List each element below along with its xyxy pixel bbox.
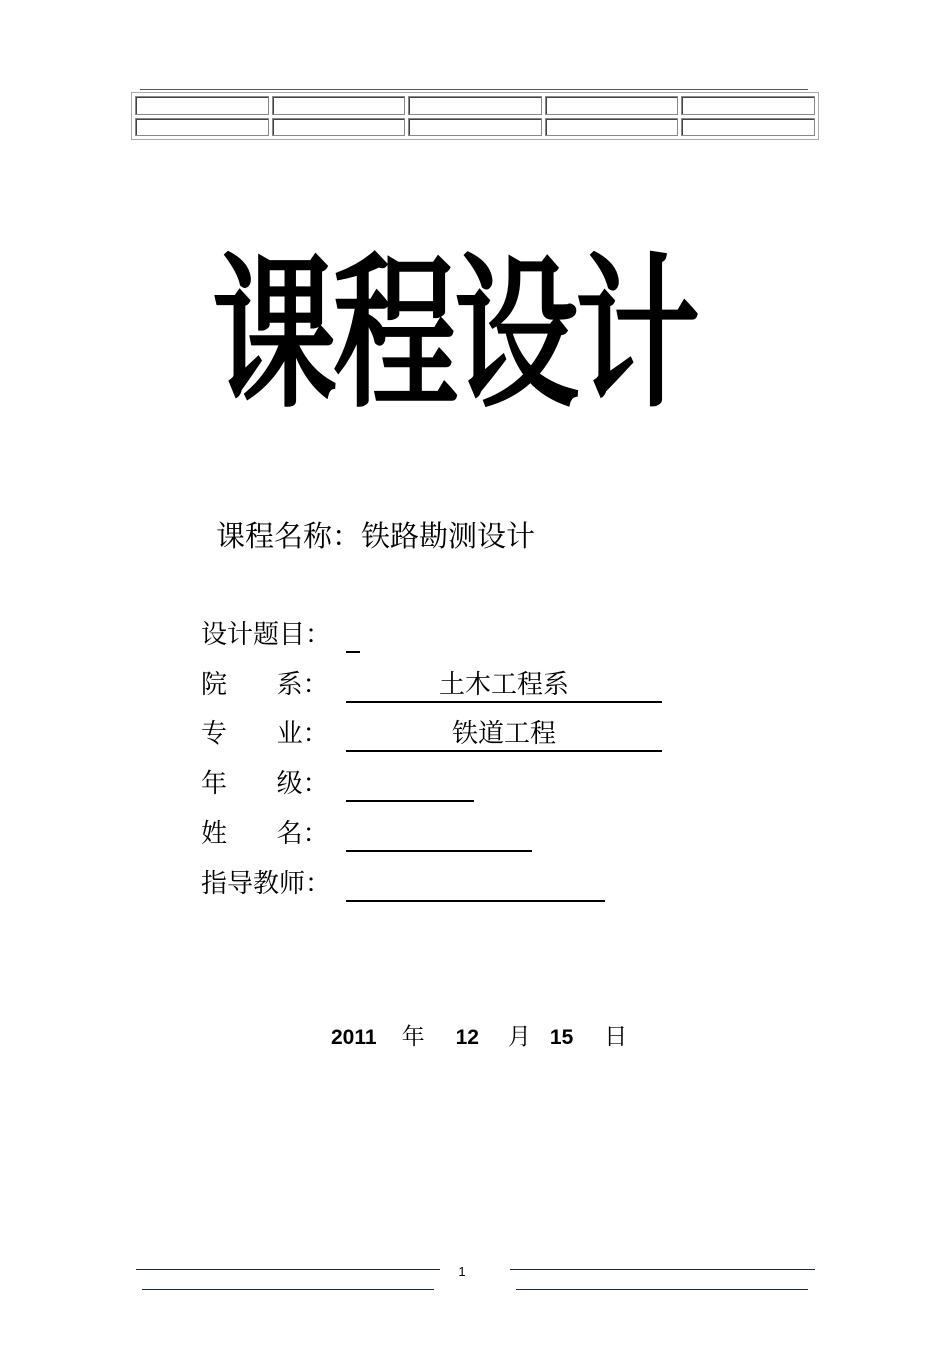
field-value: 土木工程系 [346, 667, 662, 703]
field-value: 铁道工程 [346, 716, 662, 752]
header-cell [135, 96, 269, 115]
page-number: 1 [458, 1264, 466, 1279]
field-label: 设计题目： [201, 620, 332, 650]
field-label: 专 业： [201, 719, 329, 749]
date-day-unit: 日 [604, 1024, 628, 1050]
footer-rule-left-bottom [142, 1289, 434, 1290]
header-cell [272, 118, 406, 137]
header-table [131, 92, 819, 140]
header-table-row [135, 96, 815, 115]
field-value [346, 617, 360, 653]
course-name: 课程名称：铁路勘测设计 [216, 519, 536, 553]
footer-rule-right-top [510, 1269, 815, 1270]
header-table-row [135, 118, 815, 137]
field-label: 姓 名： [201, 819, 329, 849]
header-cell [272, 96, 406, 115]
header-cell [681, 96, 815, 115]
field-value [346, 866, 605, 902]
header-cell [681, 118, 815, 137]
field-label: 年 级： [201, 769, 329, 799]
footer-rule-left-top [136, 1269, 440, 1270]
date-year: 2011 [331, 1026, 377, 1049]
date-year-unit: 年 [401, 1024, 425, 1050]
cover-date [331, 1020, 627, 1054]
header-rule [140, 89, 808, 90]
header-cell [408, 118, 542, 137]
date-month-unit: 月 [507, 1024, 531, 1050]
field-label: 院 系： [201, 670, 329, 700]
date-month: 12 [455, 1026, 479, 1049]
date-day: 15 [549, 1026, 574, 1049]
header-cell [545, 118, 679, 137]
cover-title: 课程设计 [212, 239, 696, 432]
footer-rule-right-bottom [516, 1289, 808, 1290]
field-value [346, 766, 474, 802]
header-cell [135, 118, 269, 137]
header-cell [545, 96, 679, 115]
field-value [346, 816, 532, 852]
header-cell [408, 96, 542, 115]
field-label: 指导教师： [201, 869, 332, 899]
